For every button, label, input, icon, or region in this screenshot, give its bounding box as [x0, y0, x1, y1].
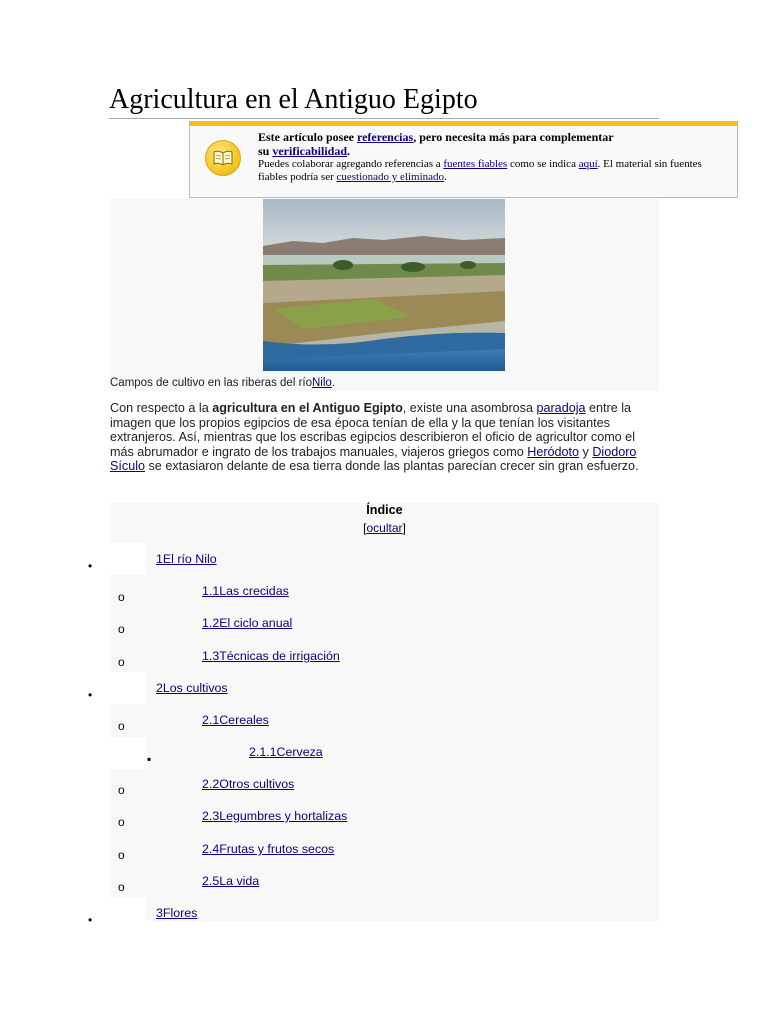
toc-link-2-2[interactable]: 2.2Otros cultivos: [202, 777, 295, 791]
fuentes-fiables-link[interactable]: fuentes fiables: [443, 158, 508, 170]
toc-bullet: •: [88, 688, 93, 702]
toc-link-2-1[interactable]: 2.1Cereales: [202, 713, 269, 727]
notice-text: Este artículo posee referencias, pero necesita más para complementar su verificabilidad. Puedes colaborar agregando referencias a fuentes fiables como se indica aquí. El material sin fuentes fiables podría ser cuestionado y eliminado.: [258, 130, 702, 183]
toc-bullet: o: [118, 848, 125, 862]
toc-link-2[interactable]: 2Los cultivos: [156, 681, 228, 695]
aqui-link[interactable]: aquí: [578, 158, 598, 170]
toc-bullet: o: [118, 719, 125, 733]
toc-bullet: o: [118, 655, 125, 669]
toc-link-2-4[interactable]: 2.4Frutas y frutos secos: [202, 842, 335, 856]
toc-link-2-1-1[interactable]: 2.1.1Cerveza: [249, 745, 323, 759]
nile-fields-photo[interactable]: [263, 199, 505, 371]
toc-link-1-2[interactable]: 1.2El ciclo anual: [202, 616, 293, 630]
toc-link-2-3[interactable]: 2.3Legumbres y hortalizas: [202, 809, 348, 823]
toc-bullet: o: [118, 590, 125, 604]
nilo-link[interactable]: Nilo: [312, 377, 332, 389]
toc-gap: [110, 898, 146, 930]
book-icon: [205, 140, 241, 176]
page-title: Agricultura en el Antiguo Egipto: [109, 84, 659, 119]
referencias-link[interactable]: referencias: [356, 130, 414, 144]
toc-link-3[interactable]: 3Flores: [156, 906, 198, 920]
verificabilidad-link[interactable]: verificabilidad: [272, 144, 348, 158]
figure-caption: Campos de cultivo en las riberas del ríoNilo.: [110, 377, 336, 389]
figure: [110, 199, 659, 391]
toc-bullet: •: [88, 559, 93, 573]
toc-bullet: •: [88, 913, 93, 927]
intro-paragraph: Con respecto a la agricultura en el Antiguo Egipto, existe una asombrosa paradoja entre la imagen que los propios egipcios de esa época tenían de ella y la que tenían los visitantes extranjeros. Así, mientras que los escribas egipcios describieron el oficio de agricultor como el más abrumador e ingrato de los trabajos manuales, viajeros griegos como Heródoto y Diodoro Sículo se extasiaron delante de esa tierra donde las plantas parecían crecer sin gran esfuerzo.: [110, 401, 639, 474]
toc-bullet: o: [118, 880, 125, 894]
toc-gap: [110, 543, 146, 575]
diodoro-link[interactable]: Diodoro Sículo: [110, 444, 637, 474]
cuestionado-link[interactable]: cuestionado y eliminado: [336, 171, 445, 183]
article-subject: agricultura en el Antiguo Egipto: [212, 401, 403, 415]
paradoja-link[interactable]: paradoja: [536, 401, 586, 415]
toc-link-1-1[interactable]: 1.1Las crecidas: [202, 584, 289, 598]
toc-bullet: o: [118, 622, 125, 636]
toc-link-1-3[interactable]: 1.3Técnicas de irrigación: [202, 649, 340, 663]
toc-hide-link[interactable]: ocultar: [366, 521, 403, 535]
toc-link-1[interactable]: 1El río Nilo: [156, 552, 217, 566]
toc-gap: [110, 672, 146, 704]
toc-toggle: [ocultar]: [363, 521, 406, 535]
toc-bullet: o: [118, 783, 125, 797]
toc-title: Índice: [366, 503, 403, 517]
references-notice: [189, 121, 738, 198]
toc-gap: [110, 737, 146, 769]
toc-link-2-5[interactable]: 2.5La vida: [202, 874, 260, 888]
toc-bullet: o: [118, 815, 125, 829]
herodoto-link[interactable]: Heródoto: [527, 444, 580, 459]
toc-bullet: ▪: [147, 752, 152, 766]
